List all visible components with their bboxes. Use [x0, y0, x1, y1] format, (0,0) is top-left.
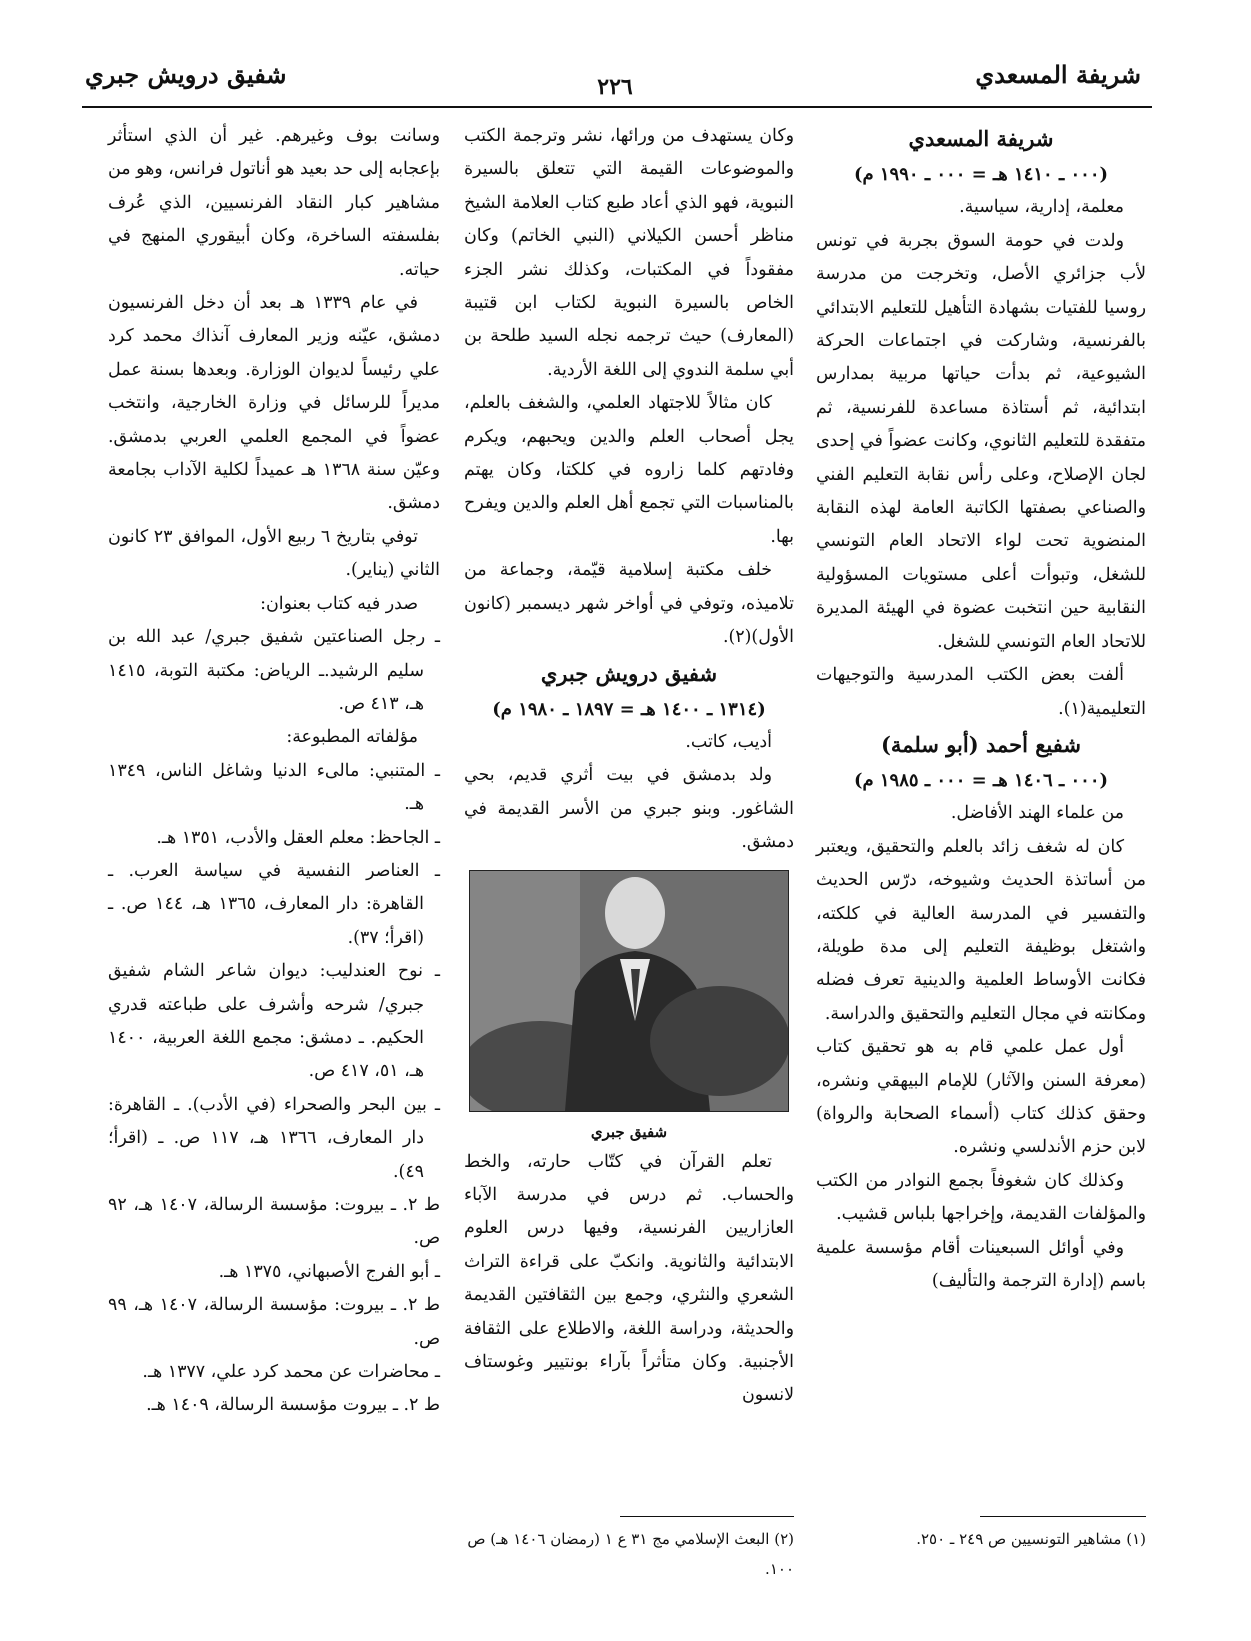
paragraph: ولدت في حومة السوق بجربة في تونس لأب جزائري الأصل، وتخرجت من مدرسة روسيا للفتيات بشهادة التأهيل للتعليم الابتدائي بالفرنسية، وشاركت في اجتماعات الحركة الشيوعية، ثم بدأت حياتها مربية بمدارس ابتدائية، ثم أستاذة مساعدة للفرنسية، ثم متفقدة للتعليم الثانوي، وكانت عضواً في إحدى لجان الإصلاح، وعلى رأس نقابة التعليم الفني والصناعي بصفتها الكاتبة العامة لهذه النقابة المنضوية تحت لواء الاتحاد العام التونسي للشغل، وتبوأت أعلى مستويات المسؤولية النقابية حين انتخبت عضوة في الهيئة المديرة للاتحاد العام التونسي للشغل.: [816, 230, 1146, 652]
entry-dates: (٠٠٠ ـ ١٤١٠ هـ = ٠٠٠ ـ ١٩٩٠ م): [853, 164, 1109, 185]
paragraph: أول عمل علمي قام به هو تحقيق كتاب (معرفة السنن والآثار) للإمام البيهقي ونشره، وحقق كذلك كتاب (أسماء الصحابة والرواة) لابن حزم الأندلسي ونشره.: [816, 1037, 1146, 1158]
footnote: (٢) البعث الإسلامي مج ٣١ ع ١ (رمضان ١٤٠٦ هـ) ص ١٠٠.: [467, 1530, 794, 1578]
list-item: ـ الجاحظ: معلم العقل والأدب، ١٣٥١ هـ.: [156, 827, 440, 848]
list-item: ـ محاضرات عن محمد كرد علي، ١٣٧٧ هـ.: [142, 1362, 440, 1383]
entry-title: شفيق درويش جبري: [540, 660, 718, 686]
entry-dates: (١٣١٤ ـ ١٤٠٠ هـ = ١٨٩٧ ـ ١٩٨٠ م): [492, 698, 766, 720]
list-item: ـ نوح العندليب: ديوان شاعر الشام شفيق جبري/ شرحه وأشرف على طباعته قدري الحكيم. ـ دمشق: مجمع اللغة العربية، ١٤٠٠ هـ، ٥١، ٤١٧ ص.: [108, 961, 440, 1082]
paragraph: وكان يستهدف من ورائها، نشر وترجمة الكتب والموضوعات القيمة التي تتعلق بالسيرة النبوية، فهو الذي أعاد طبع كتاب العلامة الشيخ مناظر أحسن الكيلاني (النبي الخاتم) وكان مفقوداً في المكتبات، وكذلك نشر الجزء الخاص بالسيرة النبوية لكتاب ابن قتيبة (المعارف) حيث ترجمه نجله السيد طلحة بن أبي سلمة الندوي إلى اللغة الأردية.: [464, 126, 794, 380]
column-right: [816, 120, 1146, 1298]
list-item: ـ العناصر النفسية في سياسة العرب. ـ القاهرة: دار المعارف، ١٣٦٥ هـ، ١٤٤ ص. ـ (اقرأ؛ ٣٧).: [108, 860, 440, 948]
portrait-illustration: [470, 871, 788, 1111]
paragraph: وفي أوائل السبعينات أقام مؤسسة علمية باسم (إدارة الترجمة والتأليف): [816, 1237, 1146, 1291]
footnote: (١) مشاهير التونسيين ص ٢٤٩ ـ ٢٥٠.: [916, 1530, 1146, 1548]
column-left: [108, 120, 440, 1423]
entry-roles: من علماء الهند الأفاضل.: [950, 803, 1124, 824]
paragraph: تعلم القرآن في كتّاب حارته، والخط والحساب. ثم درس في مدرسة الآباء العازاريين الفرنسية، وفيها درس العلوم الابتدائية والثانوية. وانكبّ على قراءة التراث الشعري والنثري، وجمع بين الثقافتين القديمة والحديثة، ودراسة اللغة، والاطلاع على الثقافة الأجنبية. وكان متأثراً بآراء بونتيير وغوستاف لانسون: [464, 1151, 794, 1406]
entry-dates: (٠٠٠ ـ ١٤٠٦ هـ = ٠٠٠ ـ ١٩٨٥ م): [853, 769, 1109, 791]
paragraph: كان مثالاً للاجتهاد العلمي، والشغف بالعلم، يجل أصحاب العلم والدين ويحبهم، ويكرم وفادتهم كلما زاروه في كلكتا، وكان يهتم بالمناسبات التي تجمع أهل العلم والدين ويفرح بها.: [464, 393, 794, 547]
running-header-left: شفيق درويش جبري: [85, 60, 287, 89]
entry-roles: أديب، كاتب.: [685, 731, 772, 752]
footnote-rule: [980, 1516, 1146, 1517]
page-number: ٢٢٦: [597, 74, 633, 100]
paragraph: توفي بتاريخ ٦ ربيع الأول، الموافق ٢٣ كانون الثاني (يناير).: [108, 526, 440, 581]
paragraph: وكذلك كان شغوفاً بجمع النوادر من الكتب والمؤلفات القديمة، وإخراجها بلباس قشيب.: [816, 1170, 1146, 1225]
header-rule: [82, 106, 1152, 108]
list-item: ـ المتنبي: مالىء الدنيا وشاغل الناس، ١٣٤٩ هـ.: [108, 760, 440, 815]
column-middle: [464, 120, 794, 1413]
paragraph: في عام ١٣٣٩ هـ بعد أن دخل الفرنسيون دمشق، عيّنه وزير المعارف آنذاك محمد كرد علي رئيساً لديوان الوزارة. وبعدها بسنة عمل مديراً للرسائل في وزارة الخارجية، وانتخب عضواً في المجمع العلمي العربي بدمشق. وعيّن سنة ١٣٦٨ هـ عميداً لكلية الآداب بجامعة دمشق.: [108, 293, 440, 514]
paragraph: خلف مكتبة إسلامية قيّمة، وجماعة من تلاميذه، وتوفي في أواخر شهر ديسمبر (كانون الأول)(٢).: [464, 560, 794, 648]
paragraph: ألفت بعض الكتب المدرسية والتوجيهات التعليمية(١).: [816, 665, 1146, 719]
list-item-edition: ط ٢. ـ بيروت مؤسسة الرسالة، ١٤٠٩ هـ.: [146, 1395, 440, 1416]
paragraph: وسانت بوف وغيرهم. غير أن الذي استأثر بإعجابه إلى حد بعيد هو أناتول فرانس، وهو من مشاهير كبار النقاد الفرنسيين، الذي عُرف بفلسفته الساخرة، وكان أبيقوري المنهج في حياته.: [108, 126, 440, 280]
list-item-edition: ط ٢. ـ بيروت: مؤسسة الرسالة، ١٤٠٧ هـ، ٩٩ ص.: [108, 1295, 440, 1349]
portrait-photo: [469, 870, 789, 1112]
list-item-edition: ط ٢. ـ بيروت: مؤسسة الرسالة، ١٤٠٧ هـ، ٩٢ ص.: [108, 1195, 440, 1249]
entry-title: شفيع أحمد (أبو سلمة): [881, 731, 1081, 757]
entry-roles: معلمة، إدارية، سياسية.: [959, 197, 1124, 218]
paragraph: ولد بدمشق في بيت أثري قديم، بحي الشاغور. وبنو جبري من الأسر القديمة في دمشق.: [464, 765, 794, 853]
list-item: ـ رجل الصناعتين شفيق جبري/ عبد الله بن سليم الرشيد.ـ الرياض: مكتبة التوبة، ١٤١٥ هـ، ٤١٣ ص.: [108, 627, 440, 714]
list-item: ـ أبو الفرج الأصبهاني، ١٣٧٥ هـ.: [218, 1261, 440, 1282]
photo-caption: شفيق جبري: [590, 1122, 668, 1141]
section-label: مؤلفاته المطبوعة:: [286, 727, 418, 748]
running-header-right: شريفة المسعدي: [975, 60, 1141, 89]
paragraph: صدر فيه كتاب بعنوان:: [260, 593, 418, 614]
paragraph: كان له شغف زائد بالعلم والتحقيق، ويعتبر من أساتذة الحديث وشيوخه، درّس الحديث والتفسير في المدرسة العالية في كلكته، واشتغل بوظيفة التعليم إلى مدة طويلة، فكانت الأوساط العلمية والدينية تعرف فضله ومكانته في مجال التعليم والتحقيق والدراسة.: [816, 836, 1146, 1024]
list-item: ـ بين البحر والصحراء (في الأدب). ـ القاهرة: دار المعارف، ١٣٦٦ هـ، ١١٧ ص. ـ (اقرأ؛ ٤٩).: [108, 1094, 440, 1182]
entry-title: شريفة المسعدي: [908, 126, 1054, 151]
footnote-rule: [620, 1516, 794, 1517]
